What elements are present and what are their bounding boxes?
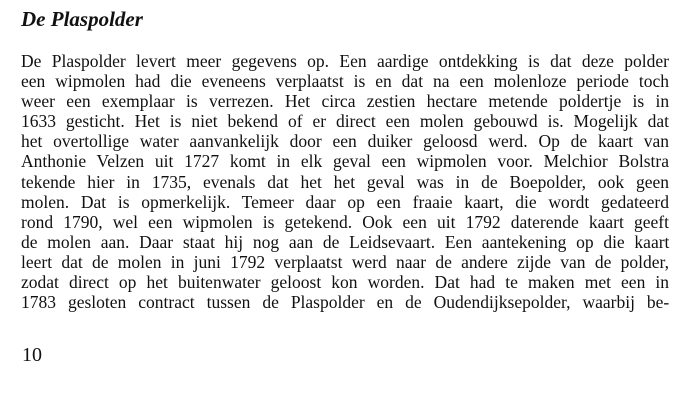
text-line: weer een exemplaar is verrezen. Het circa zestien hectare metende poldertje is in — [21, 91, 670, 112]
body-paragraph — [21, 51, 669, 312]
text-line: rond 1790, wel een wipmolen is getekend. Ook een uit 1792 daterende kaart geeft — [21, 211, 669, 232]
section-heading: De Plaspolder — [21, 7, 143, 31]
text-line: tekende hier in 1735, evenals dat het het geval was in de Boepolder, ook geen — [21, 171, 669, 192]
text-line: molen. Dat is opmerkelijk. Temeer daar op een fraaie kaart, die wordt gedateerd — [21, 191, 669, 212]
text-line: leert dat de molen in juni 1792 verplaatst werd naar de andere zijde van de polder, — [21, 251, 669, 272]
text-line: Anthonie Velzen uit 1727 komt in elk geval een wipmolen voor. Melchior Bolstra — [21, 151, 669, 172]
text-line: het overtollige water aanvankelijk door een duiker geloosd werd. Op de kaart van — [21, 131, 670, 152]
page-number: 10 — [22, 344, 42, 366]
text-line: 1633 gesticht. Het is niet bekend of er direct een molen gebouwd is. Mogelijk dat — [21, 111, 669, 132]
text-line: De Plaspolder levert meer gegevens op. Een aardige ontdekking is dat deze polder — [21, 51, 669, 71]
text-line: zodat direct op het buitenwater geloost kon worden. Dat had te maken met een in — [21, 272, 670, 293]
text-line: de molen aan. Daar staat hij nog aan de Leidsevaart. Een aantekening op die kaart — [21, 231, 670, 252]
text-line: een wipmolen had die eveneens verplaatst is en dat na een molenloze periode toch — [21, 71, 669, 92]
text-line: 1783 gesloten contract tussen de Plaspolder en de Oudendijksepolder, waarbij be- — [21, 292, 670, 313]
